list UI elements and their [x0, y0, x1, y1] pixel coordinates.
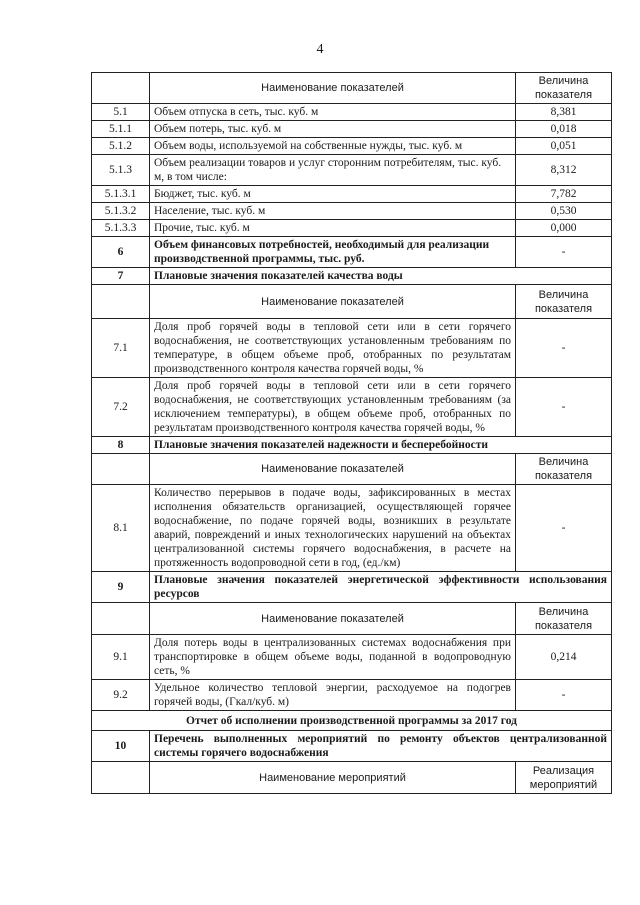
- section-number: 9: [92, 572, 150, 603]
- row-number: 5.1.3: [92, 155, 150, 186]
- subheader-num-cell: [92, 762, 150, 794]
- row-number: 5.1: [92, 104, 150, 121]
- row-value: -: [516, 378, 612, 437]
- section-row-8: [92, 437, 612, 454]
- table-subheader-row: [92, 762, 612, 794]
- section-row-7: [92, 268, 612, 285]
- row-number: 7.2: [92, 378, 150, 437]
- table-subheader-row: [92, 285, 612, 319]
- section-row-10: [92, 731, 612, 762]
- section-title: Перечень выполненных мероприятий по ремонту объектов централизованной системы горячего водоснабжения: [150, 731, 612, 762]
- table-row: [92, 155, 612, 186]
- row-name: Объем воды, используемой на собственные нужды, тыс. куб. м: [150, 138, 516, 155]
- row-name: Доля проб горячей воды в тепловой сети или в сети горячего водоснабжения, не соответствующих установленным требованиям (за исключением температуры), в общем объеме проб, отобранных по результатам производственного контроля качества горячей воды, %: [150, 378, 516, 437]
- row-value: 8,381: [516, 104, 612, 121]
- subheader-value: Величина показателя: [516, 285, 612, 319]
- section-number: 6: [92, 237, 150, 268]
- subheader-realization: Реализация мероприятий: [516, 762, 612, 794]
- row-number: 5.1.3.3: [92, 220, 150, 237]
- subheader-measures: Наименование мероприятий: [150, 762, 516, 794]
- row-value: 0,051: [516, 138, 612, 155]
- subheader-name: Наименование показателей: [150, 603, 516, 635]
- section-number: 8: [92, 437, 150, 454]
- row-name: Доля потерь воды в централизованных системах водоснабжения при транспортировке в общем объеме воды, поданной в водопроводную сеть, %: [150, 635, 516, 680]
- row-name: Население, тыс. куб. м: [150, 203, 516, 220]
- row-value: 7,782: [516, 186, 612, 203]
- table-row: [92, 319, 612, 378]
- table-row: [92, 635, 612, 680]
- header-name: Наименование показателей: [150, 73, 516, 104]
- table-subheader-row: [92, 603, 612, 635]
- row-number: 5.1.3.1: [92, 186, 150, 203]
- row-number: 5.1.2: [92, 138, 150, 155]
- table-header-row: [92, 73, 612, 104]
- table-row: [92, 680, 612, 711]
- section-title: Плановые значения показателей качества воды: [150, 268, 612, 285]
- row-name: Удельное количество тепловой энергии, расходуемое на подогрев горячей воды, (Гкал/куб. м): [150, 680, 516, 711]
- row-name: Количество перерывов в подаче воды, зафиксированных в местах исполнения обязательств организацией, осуществляющей горячее водоснабжение, по подаче горячей воды, возникших в результате аварий, повреждений и иных технологических нарушений на объектах централизованной системы горячего водоснабжения, в расчете на протяженность водопроводной сети в год, (ед./км): [150, 485, 516, 572]
- table-row: [92, 138, 612, 155]
- section-number: 7: [92, 268, 150, 285]
- row-name: Объем потерь, тыс. куб. м: [150, 121, 516, 138]
- row-value: -: [516, 485, 612, 572]
- page-number: 4: [316, 42, 324, 57]
- report-title: Отчет об исполнении производственной программы за 2017 год: [92, 711, 612, 731]
- subheader-num-cell: [92, 603, 150, 635]
- section-value: -: [516, 237, 612, 268]
- row-value: -: [516, 319, 612, 378]
- row-name: Бюджет, тыс. куб. м: [150, 186, 516, 203]
- row-value: 0,214: [516, 635, 612, 680]
- row-value: 0,018: [516, 121, 612, 138]
- row-value: 0,530: [516, 203, 612, 220]
- section-row-9: [92, 572, 612, 603]
- row-number: 5.1.3.2: [92, 203, 150, 220]
- header-value: Величина показателя: [516, 73, 612, 104]
- table-row: [92, 104, 612, 121]
- row-number: 7.1: [92, 319, 150, 378]
- row-number: 9.1: [92, 635, 150, 680]
- report-title-row: [92, 711, 612, 731]
- table-row: [92, 485, 612, 572]
- row-number: 8.1: [92, 485, 150, 572]
- indicators-table: [91, 72, 612, 794]
- table-row: [92, 378, 612, 437]
- subheader-num-cell: [92, 285, 150, 319]
- row-number: 5.1.1: [92, 121, 150, 138]
- section-number: 10: [92, 731, 150, 762]
- subheader-name: Наименование показателей: [150, 454, 516, 485]
- row-value: 8,312: [516, 155, 612, 186]
- subheader-value: Величина показателя: [516, 454, 612, 485]
- section-title: Плановые значения показателей энергетической эффективности использования ресурсов: [150, 572, 612, 603]
- table-row: [92, 186, 612, 203]
- table-row: [92, 203, 612, 220]
- row-name: Доля проб горячей воды в тепловой сети или в сети горячего водоснабжения, не соответствующих установленным требованиям по температуре, в общем объеме проб, отобранных по результатам производственного контроля качества горячей воды, %: [150, 319, 516, 378]
- table-row: [92, 220, 612, 237]
- row-name: Объем реализации товаров и услуг сторонним потребителям, тыс. куб. м, в том числе:: [150, 155, 516, 186]
- row-name: Прочие, тыс. куб. м: [150, 220, 516, 237]
- subheader-num-cell: [92, 454, 150, 485]
- row-value: -: [516, 680, 612, 711]
- row-number: 9.2: [92, 680, 150, 711]
- row-value: 0,000: [516, 220, 612, 237]
- header-num-cell: [92, 73, 150, 104]
- table-subheader-row: [92, 454, 612, 485]
- table-row: [92, 121, 612, 138]
- subheader-value: Величина показателя: [516, 603, 612, 635]
- section-title: Плановые значения показателей надежности и бесперебойности: [150, 437, 612, 454]
- subheader-name: Наименование показателей: [150, 285, 516, 319]
- row-name: Объем отпуска в сеть, тыс. куб. м: [150, 104, 516, 121]
- section-title: Объем финансовых потребностей, необходимый для реализации производственной программы, тыс. руб.: [150, 237, 516, 268]
- section-row-6: [92, 237, 612, 268]
